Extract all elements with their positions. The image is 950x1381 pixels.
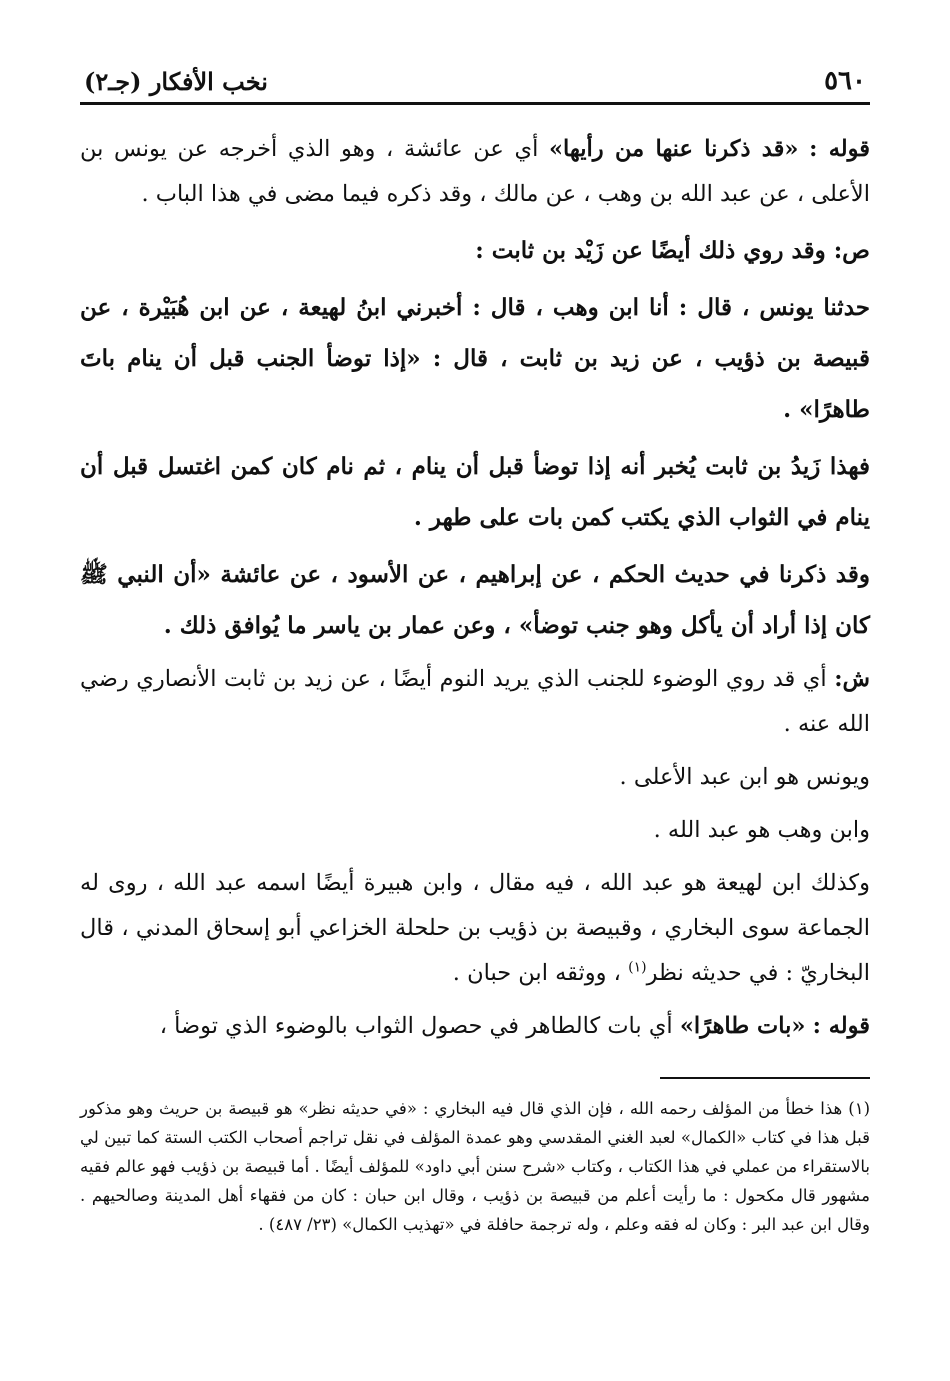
paragraph-9-text: وكذلك ابن لهيعة هو عبد الله ، فيه مقال ، وابن هبيرة أيضًا اسمه عبد الله ، روى له الجماعة سوى البخاري ، وقبيصة بن ذؤيب بن حلحلة الخزاعي أبو إسحاق المدني ، قال البخاريّ : في حديثه نظر <box>80 870 870 986</box>
paragraph-10 <box>80 1004 870 1049</box>
footnote-1: (١) هذا خطأ من المؤلف رحمه الله ، فإن الذي قال فيه البخاري : «في حديثه نظر» هو قبيصة بن حريث وهو مذكور قبل هذا في كتاب «الكمال» لعبد الغني المقدسي وهو عمدة المؤلف في نقل تراجم أصحاب الكتب الستة كما تبين لي بالاستقراء من عملي في هذا الكتاب ، وكتاب «شرح سنن أبي داود» للمؤلف أيضًا . أما قبيصة بن ذؤيب فهو عالم فقيه مشهور قال مكحول : ما رأيت أعلم من قبيصة بن ذؤيب ، وقال ابن حبان : كان من فقهاء أهل المدينة وصالحيهم . وقال ابن عبد البر : وكان له فقه وعلم ، وله ترجمة حافلة في «تهذيب الكمال» (٢٣/ ٤٨٧) . <box>80 1099 870 1234</box>
page-body <box>80 127 870 1049</box>
paragraph-6 <box>80 657 870 747</box>
paragraph-9 <box>80 861 870 996</box>
paragraph-4: فهذا زَيدُ بن ثابت يُخبر أنه إذا توضأ قبل أن ينام ، ثم نام كان كمن اغتسل قبل أن ينام في الثواب الذي يكتب كمن بات على طهر . <box>80 453 870 531</box>
paragraph-5: وقد ذكرنا في حديث الحكم ، عن إبراهيم ، عن الأسود ، عن عائشة «أن النبي ﷺ كان إذا أراد أن يأكل وهو جنب توضأ» ، وعن عمار بن ياسر ما يُوافق ذلك . <box>80 561 870 639</box>
paragraph-1-quote: «قد ذكرنا عنها من رأيها» <box>548 136 799 162</box>
paragraph-7: ويونس هو ابن عبد الأعلى . <box>619 764 870 790</box>
paragraph-9-text-end: ، ووثقه ابن حبان . <box>452 960 621 986</box>
paragraph-10-label: قوله : <box>812 1013 870 1039</box>
paragraph-1-label: قوله : <box>809 136 871 162</box>
paragraph-2: ص: وقد روي ذلك أيضًا عن زَيْد بن ثابت : <box>475 237 870 264</box>
paragraph-10-text: أي بات كالطاهر في حصول الثواب بالوضوء الذي توضأ ، <box>159 1013 673 1039</box>
paragraph-6-text: أي قد روي الوضوء للجنب الذي يريد النوم أيضًا ، عن زيد بن ثابت الأنصاري رضي الله عنه . <box>80 666 870 737</box>
paragraph-6-label: ش: <box>834 666 870 692</box>
page-header <box>80 56 870 105</box>
footnotes <box>80 1094 870 1239</box>
paragraph-10-quote: «بات طاهرًا» <box>679 1013 806 1039</box>
page <box>80 56 870 1057</box>
paragraph-8: وابن وهب هو عبد الله . <box>653 817 870 843</box>
footnote-reference[interactable]: (١) <box>628 959 647 976</box>
paragraph-1-text: أي عن عائشة ، وهو الذي أخرجه عن يونس بن الأعلى ، عن عبد الله بن وهب ، عن مالك ، وقد ذكره فيما مضى في هذا الباب . <box>80 136 870 207</box>
page-number: ٥٦٠ <box>824 66 866 96</box>
book-title: نخب الأفكار (جـ٢) <box>84 67 268 96</box>
footnote-divider <box>660 1077 870 1079</box>
paragraph-3: حدثنا يونس ، قال : أنا ابن وهب ، قال : أخبرني ابنُ لهيعة ، عن ابن هُبَيْرة ، عن قبيصة بن ذؤيب ، عن زيد بن ثابت ، قال : «إذا توضأ الجنب قبل أن ينام باتَ طاهرًا» . <box>80 294 870 423</box>
paragraph-1 <box>80 127 870 217</box>
